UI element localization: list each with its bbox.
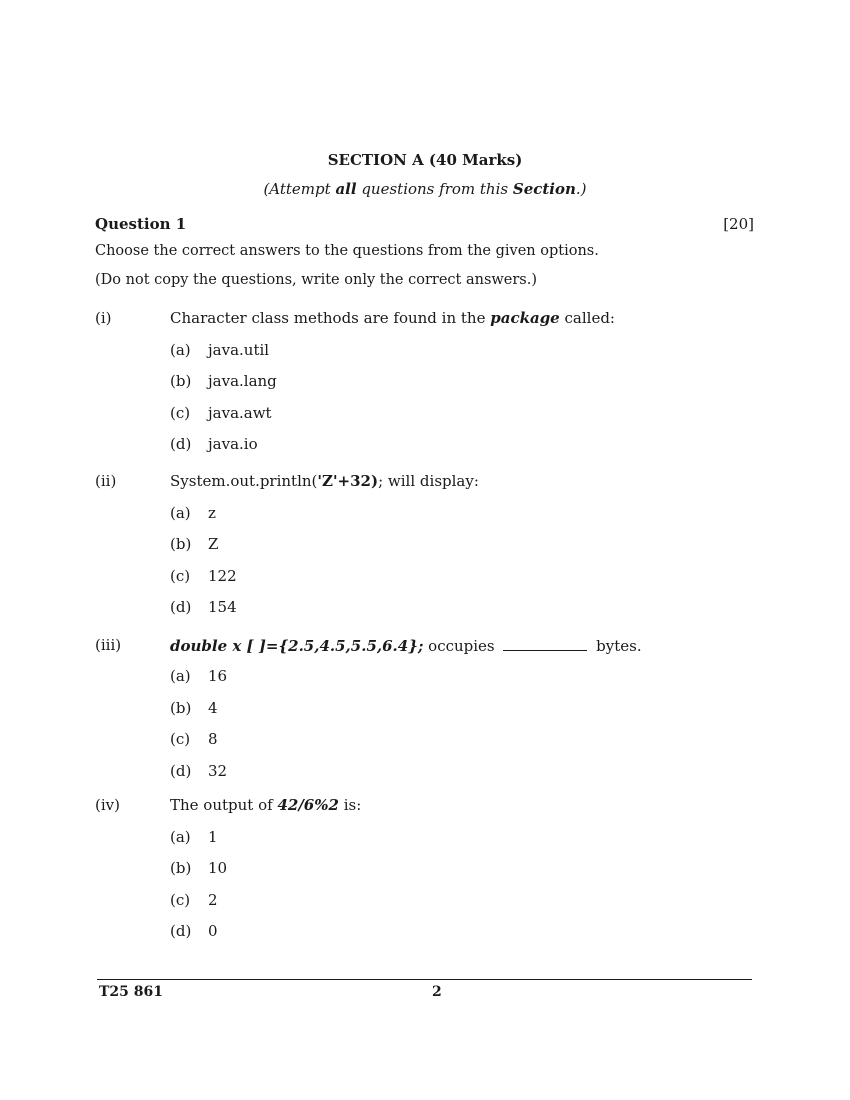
option-text: java.io (208, 435, 258, 453)
option-letter: (d) (170, 922, 192, 940)
item-number: (iii) (95, 636, 122, 654)
option-text: Z (208, 535, 219, 553)
option-letter: (b) (170, 699, 192, 717)
option-letter: (b) (170, 535, 192, 553)
option-text: 10 (208, 859, 228, 877)
option-letter: (d) (170, 435, 192, 453)
option-text: 32 (208, 762, 228, 780)
instruction-choose: Choose the correct answers to the questions from the given options. (95, 243, 599, 259)
section-subtitle: (Attempt all questions from this Section.) (263, 180, 587, 198)
item-stem: System.out.println('Z'+32); will display: (170, 472, 479, 490)
option-letter: (c) (170, 730, 191, 748)
option-text: 4 (208, 699, 218, 717)
option-text: 154 (208, 598, 237, 616)
page-number: 2 (432, 984, 442, 1000)
option-text: java.lang (208, 372, 277, 390)
item-stem: Character class methods are found in the package called: (170, 309, 615, 327)
option-letter: (a) (170, 667, 191, 685)
footer-rule (97, 979, 752, 980)
option-text: 0 (208, 922, 218, 940)
option-letter: (c) (170, 891, 191, 909)
option-letter: (b) (170, 859, 192, 877)
option-letter: (d) (170, 598, 192, 616)
item-number: (ii) (95, 472, 117, 490)
item-number: (i) (95, 309, 112, 327)
option-text: 1 (208, 828, 218, 846)
option-letter: (c) (170, 404, 191, 422)
option-text: java.util (208, 341, 270, 359)
instruction-do-not-copy: (Do not copy the questions, write only the correct answers.) (95, 272, 538, 288)
item-stem: The output of 42/6%2 is: (170, 796, 362, 814)
question-label: Question 1 (95, 215, 187, 233)
option-letter: (c) (170, 567, 191, 585)
item-number: (iv) (95, 796, 120, 814)
option-letter: (b) (170, 372, 192, 390)
option-text: 8 (208, 730, 218, 748)
option-text: java.awt (208, 404, 272, 422)
option-letter: (a) (170, 828, 191, 846)
option-text: 2 (208, 891, 218, 909)
option-text: 122 (208, 567, 237, 585)
option-letter: (a) (170, 504, 191, 522)
option-letter: (d) (170, 762, 192, 780)
option-text: 16 (208, 667, 228, 685)
option-text: z (208, 504, 216, 522)
answer-blank (503, 636, 587, 651)
paper-code: T25 861 (99, 984, 163, 1000)
question-marks: [20] (723, 215, 754, 233)
item-stem: double x [ ]={2.5,4.5,5.5,6.4}; occupies bytes. (170, 637, 642, 655)
option-letter: (a) (170, 341, 191, 359)
section-title: SECTION A (40 Marks) (327, 151, 523, 169)
